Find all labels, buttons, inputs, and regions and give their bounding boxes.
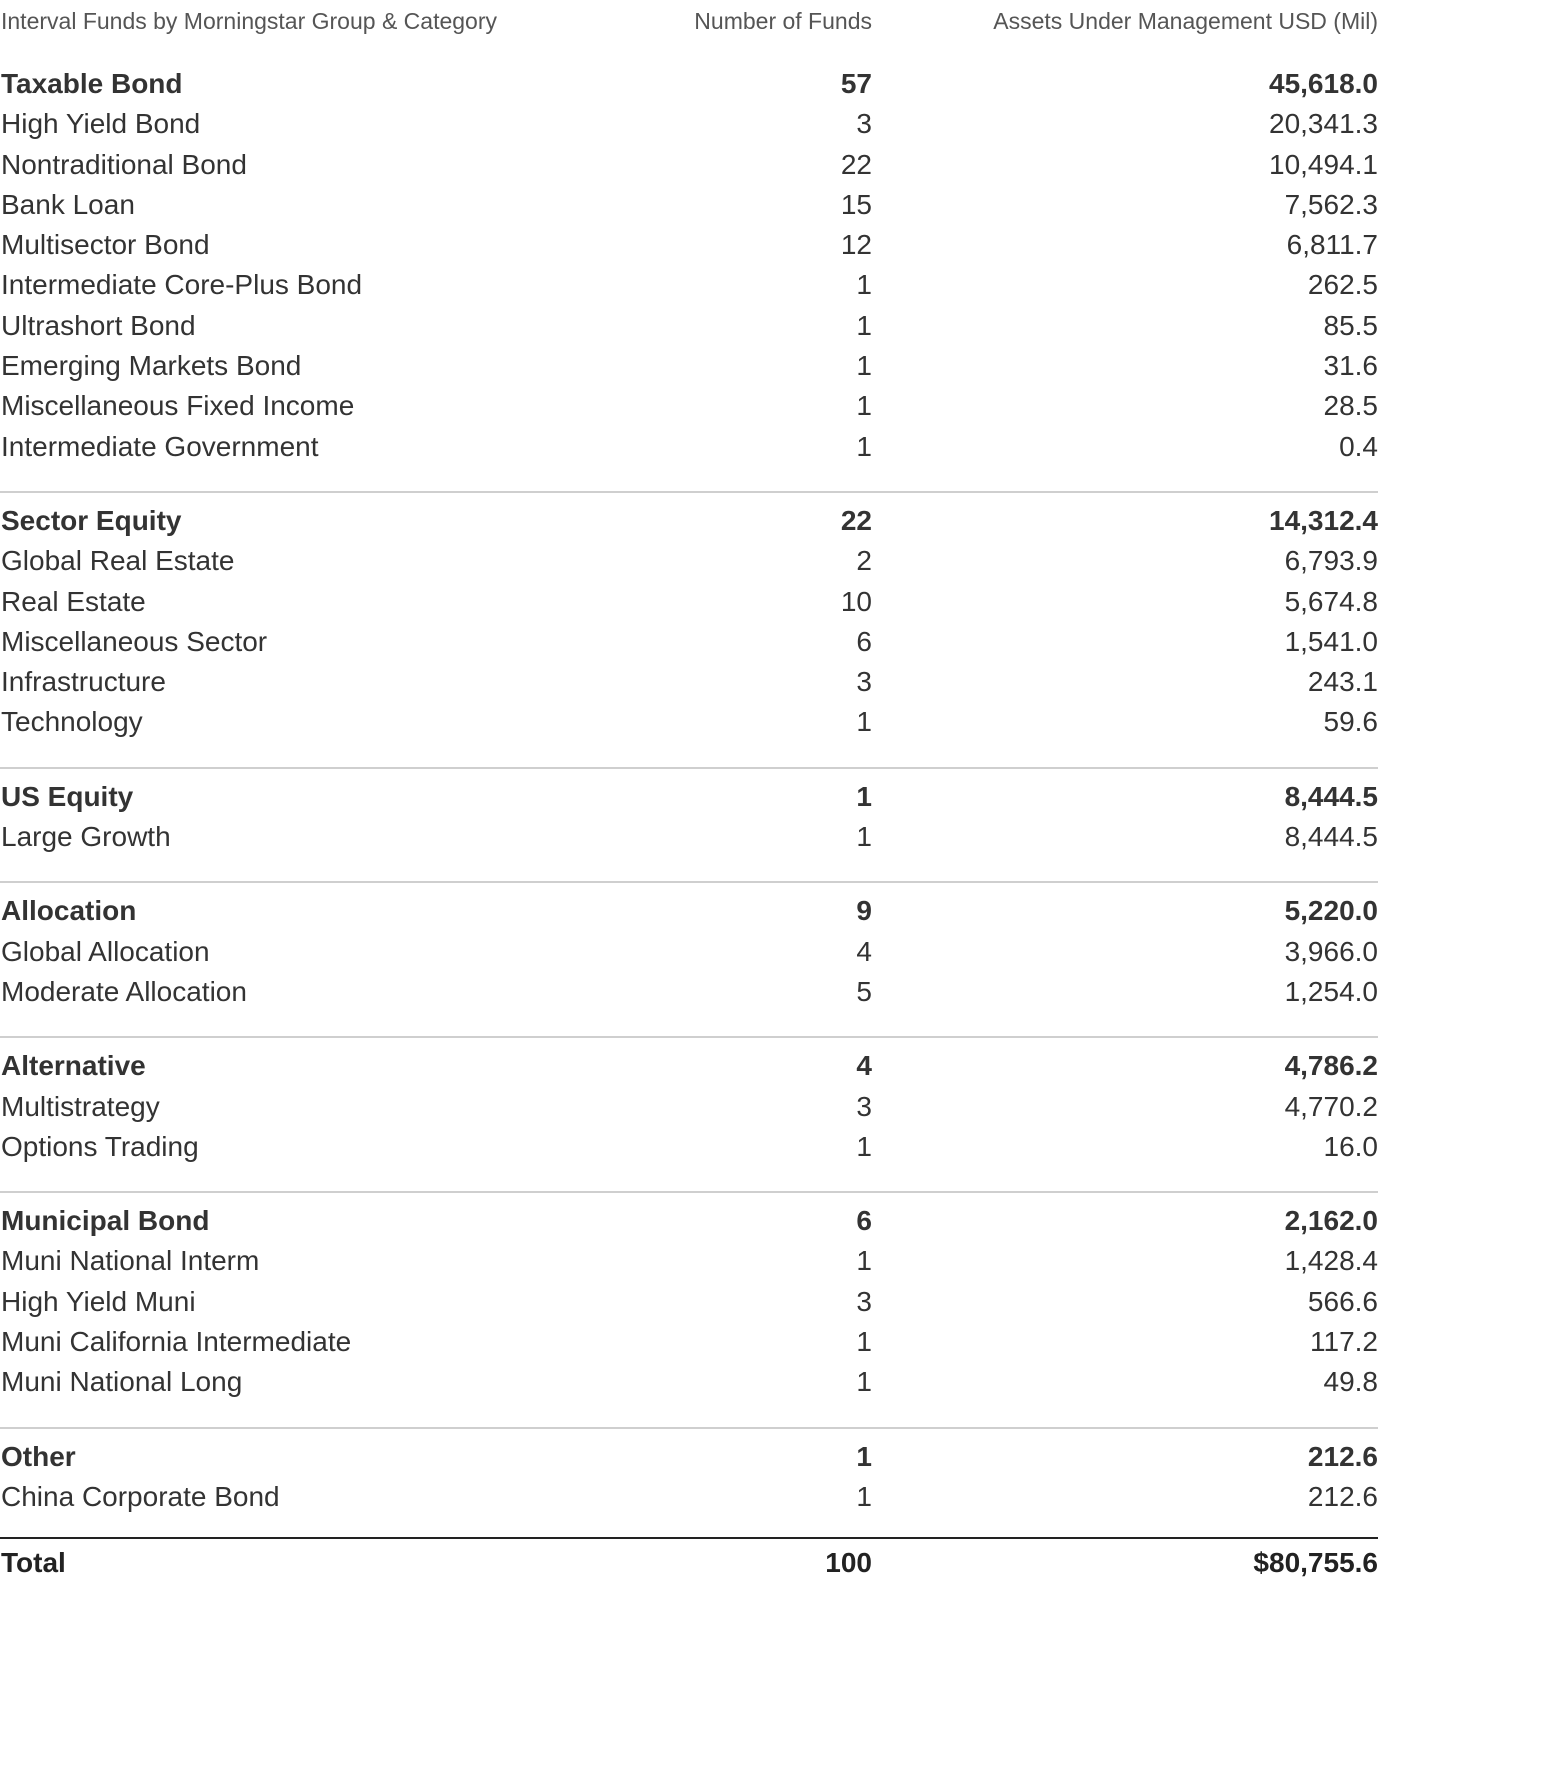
header-number-of-funds: Number of Funds bbox=[694, 8, 872, 34]
category-row-aum: 4,770.2 bbox=[1284, 1090, 1378, 1122]
category-row-aum: 49.8 bbox=[1323, 1366, 1378, 1398]
category-row-aum: 6,811.7 bbox=[1286, 229, 1378, 261]
group-row bbox=[0, 64, 1378, 104]
category-row-label: Global Allocation bbox=[1, 935, 210, 967]
group-row-label: Municipal Bond bbox=[1, 1205, 210, 1237]
category-row bbox=[0, 145, 1378, 185]
group-divider bbox=[0, 1427, 1378, 1429]
group-row bbox=[0, 1046, 1378, 1086]
category-row-count: 3 bbox=[856, 1285, 872, 1317]
category-row-count: 3 bbox=[856, 1090, 872, 1122]
category-row-label: Emerging Markets Bond bbox=[1, 350, 302, 382]
groups-container bbox=[0, 42, 1378, 1517]
category-row bbox=[0, 972, 1378, 1012]
category-row-label: Real Estate bbox=[1, 585, 146, 617]
category-row-count: 1 bbox=[856, 269, 872, 301]
category-row-label: Nontraditional Bond bbox=[1, 148, 247, 180]
category-row bbox=[0, 185, 1378, 225]
group-divider bbox=[0, 491, 1378, 493]
category-row bbox=[0, 817, 1378, 857]
group-divider bbox=[0, 1036, 1378, 1038]
category-row bbox=[0, 386, 1378, 426]
group-divider bbox=[0, 1191, 1378, 1193]
category-row bbox=[0, 104, 1378, 144]
category-row bbox=[0, 1322, 1378, 1362]
category-row-label: Intermediate Core-Plus Bond bbox=[1, 269, 363, 301]
category-row-aum: 5,674.8 bbox=[1284, 585, 1378, 617]
category-row bbox=[0, 1477, 1378, 1517]
group-row-aum: 8,444.5 bbox=[1284, 780, 1378, 812]
category-row-aum: 0.4 bbox=[1339, 430, 1378, 462]
category-row-aum: 212.6 bbox=[1307, 1480, 1378, 1512]
category-row bbox=[0, 225, 1378, 265]
category-row-count: 1 bbox=[856, 309, 872, 341]
category-row bbox=[0, 1127, 1378, 1167]
category-row-label: Moderate Allocation bbox=[1, 975, 247, 1007]
category-row-label: Muni National Interm bbox=[1, 1245, 260, 1277]
category-row-aum: 243.1 bbox=[1307, 666, 1378, 698]
group-row-aum: 5,220.0 bbox=[1284, 895, 1378, 927]
category-row bbox=[0, 1241, 1378, 1281]
category-row-label: Muni California Intermediate bbox=[1, 1326, 352, 1358]
category-row-count: 1 bbox=[856, 1480, 872, 1512]
total-label: Total bbox=[1, 1547, 66, 1579]
category-row bbox=[0, 541, 1378, 581]
category-row-label: Infrastructure bbox=[1, 666, 166, 698]
category-row-count: 3 bbox=[856, 666, 872, 698]
group-row-aum: 4,786.2 bbox=[1284, 1050, 1378, 1082]
category-row-count: 1 bbox=[856, 1245, 872, 1277]
category-row-label: High Yield Muni bbox=[1, 1285, 196, 1317]
category-row-aum: 1,541.0 bbox=[1284, 625, 1378, 657]
group-row-count: 6 bbox=[856, 1205, 872, 1237]
category-row-aum: 85.5 bbox=[1323, 309, 1378, 341]
category-row-aum: 7,562.3 bbox=[1284, 188, 1378, 220]
category-row-count: 12 bbox=[840, 229, 872, 261]
group-row-label: Other bbox=[1, 1440, 76, 1472]
category-row-count: 15 bbox=[840, 188, 872, 220]
category-row-aum: 1,254.0 bbox=[1284, 975, 1378, 1007]
group-row-count: 4 bbox=[856, 1050, 872, 1082]
category-row-count: 3 bbox=[856, 108, 872, 140]
category-row-count: 1 bbox=[856, 430, 872, 462]
group-row-count: 1 bbox=[856, 780, 872, 812]
group-row-label: Sector Equity bbox=[1, 504, 182, 536]
category-row-label: Miscellaneous Fixed Income bbox=[1, 390, 355, 422]
group-row-label: Alternative bbox=[1, 1050, 146, 1082]
category-row-count: 10 bbox=[840, 585, 872, 617]
category-row-count: 5 bbox=[856, 975, 872, 1007]
category-row-aum: 59.6 bbox=[1323, 706, 1378, 738]
category-row-count: 22 bbox=[840, 148, 872, 180]
group-row-label: US Equity bbox=[1, 780, 134, 812]
total-row bbox=[0, 1543, 1378, 1583]
category-row-count: 1 bbox=[856, 821, 872, 853]
category-row-aum: 1,428.4 bbox=[1284, 1245, 1378, 1277]
group-row-count: 9 bbox=[856, 895, 872, 927]
category-row-aum: 8,444.5 bbox=[1284, 821, 1378, 853]
category-row-label: High Yield Bond bbox=[1, 108, 201, 140]
category-row bbox=[0, 702, 1378, 742]
category-row-aum: 28.5 bbox=[1323, 390, 1378, 422]
category-row-label: Technology bbox=[1, 706, 143, 738]
group-row-count: 1 bbox=[856, 1440, 872, 1472]
group-row-aum: 212.6 bbox=[1307, 1440, 1378, 1472]
header-category: Interval Funds by Morningstar Group & Category bbox=[1, 8, 498, 34]
category-row-label: Multisector Bond bbox=[1, 229, 210, 261]
category-row bbox=[0, 662, 1378, 702]
category-row-aum: 566.6 bbox=[1307, 1285, 1378, 1317]
category-row-aum: 20,341.3 bbox=[1269, 108, 1378, 140]
group-divider bbox=[0, 767, 1378, 769]
group-row-count: 57 bbox=[840, 68, 872, 99]
category-row-count: 1 bbox=[856, 1366, 872, 1398]
category-row-count: 1 bbox=[856, 390, 872, 422]
category-row-label: Bank Loan bbox=[1, 188, 135, 220]
category-row bbox=[0, 306, 1378, 346]
total-aum: $80,755.6 bbox=[1253, 1547, 1378, 1579]
group-row-label: Allocation bbox=[1, 895, 137, 927]
category-row-aum: 117.2 bbox=[1310, 1326, 1378, 1358]
category-row bbox=[0, 932, 1378, 972]
category-row-count: 1 bbox=[856, 1130, 872, 1162]
category-row-label: Intermediate Government bbox=[1, 430, 319, 462]
group-row-count: 22 bbox=[840, 504, 872, 536]
group-row-aum: 45,618.0 bbox=[1269, 68, 1378, 99]
category-row bbox=[0, 1087, 1378, 1127]
category-row bbox=[0, 346, 1378, 386]
category-row-count: 1 bbox=[856, 1326, 872, 1358]
category-row-aum: 3,966.0 bbox=[1284, 935, 1378, 967]
group-row-label: Taxable Bond bbox=[1, 68, 183, 99]
group-row bbox=[0, 501, 1378, 541]
category-row-aum: 6,793.9 bbox=[1284, 545, 1378, 577]
category-row-count: 1 bbox=[856, 706, 872, 738]
category-row-count: 4 bbox=[856, 935, 872, 967]
category-row-aum: 262.5 bbox=[1307, 269, 1378, 301]
header-aum: Assets Under Management USD (Mil) bbox=[993, 8, 1378, 34]
category-row-label: Miscellaneous Sector bbox=[1, 625, 268, 657]
category-row-label: Multistrategy bbox=[1, 1090, 160, 1122]
total-count: 100 bbox=[825, 1547, 872, 1579]
category-row-aum: 31.6 bbox=[1323, 350, 1378, 382]
category-row-label: Options Trading bbox=[1, 1130, 199, 1162]
group-row-aum: 2,162.0 bbox=[1284, 1205, 1378, 1237]
group-row bbox=[0, 1201, 1378, 1241]
category-row-label: China Corporate Bond bbox=[1, 1480, 280, 1512]
category-row-label: Global Real Estate bbox=[1, 545, 235, 577]
category-row-count: 1 bbox=[856, 350, 872, 382]
group-divider bbox=[0, 881, 1378, 883]
group-row bbox=[0, 891, 1378, 931]
category-row bbox=[0, 427, 1378, 467]
total-divider bbox=[0, 1537, 1378, 1539]
group-row bbox=[0, 1437, 1378, 1477]
category-row-aum: 10,494.1 bbox=[1269, 148, 1378, 180]
category-row bbox=[0, 1362, 1378, 1402]
group-row bbox=[0, 777, 1378, 817]
category-row-count: 2 bbox=[856, 545, 872, 577]
table-header bbox=[0, 0, 1378, 42]
category-row-label: Muni National Long bbox=[1, 1366, 243, 1398]
group-row-aum: 14,312.4 bbox=[1269, 504, 1378, 536]
category-row-aum: 16.0 bbox=[1323, 1130, 1378, 1162]
category-row-count: 6 bbox=[856, 625, 872, 657]
category-row bbox=[0, 622, 1378, 662]
category-row-label: Large Growth bbox=[1, 821, 171, 853]
category-row bbox=[0, 1282, 1378, 1322]
category-row-label: Ultrashort Bond bbox=[1, 309, 196, 341]
category-row bbox=[0, 265, 1378, 305]
category-row bbox=[0, 582, 1378, 622]
